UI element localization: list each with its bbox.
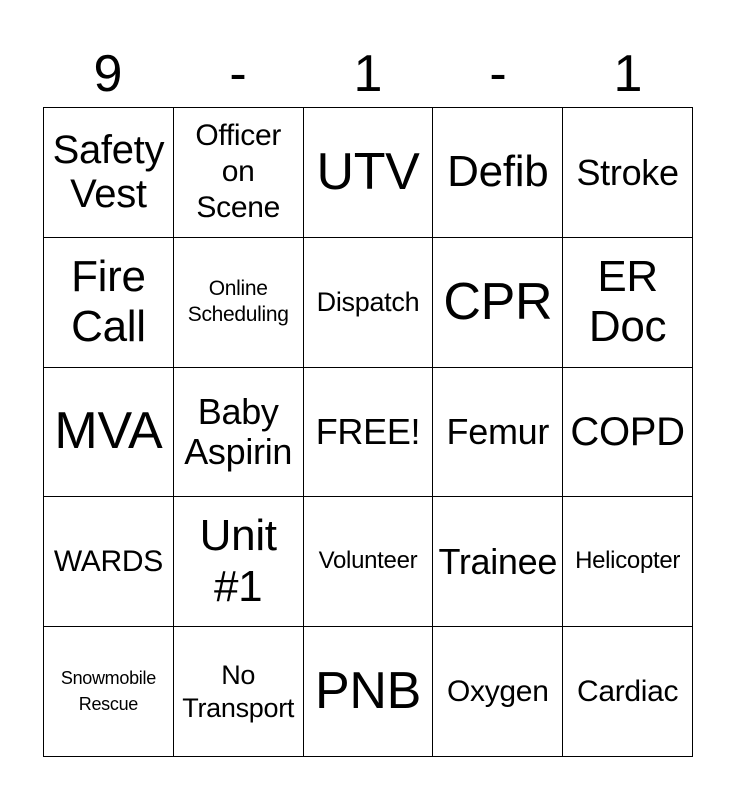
bingo-cell[interactable]: PNB (304, 627, 434, 757)
bingo-cell[interactable]: CPR (433, 238, 563, 368)
bingo-cell[interactable]: Unit #1 (174, 497, 304, 627)
bingo-board (43, 107, 693, 757)
bingo-cell[interactable]: Defib (433, 108, 563, 238)
bingo-cell[interactable]: Trainee (433, 497, 563, 627)
bingo-cell[interactable]: Baby Aspirin (174, 368, 304, 498)
bingo-cell[interactable]: Online Scheduling (174, 238, 304, 368)
bingo-cell[interactable]: Safety Vest (44, 108, 174, 238)
bingo-cell[interactable]: Femur (433, 368, 563, 498)
bingo-cell[interactable]: ER Doc (563, 238, 693, 368)
header-letter: - (229, 45, 247, 103)
bingo-cell[interactable]: COPD (563, 368, 693, 498)
bingo-cell[interactable]: Dispatch (304, 238, 434, 368)
bingo-cell[interactable]: Cardiac (563, 627, 693, 757)
bingo-header (43, 40, 693, 108)
bingo-cell[interactable]: Fire Call (44, 238, 174, 368)
header-letter: 1 (613, 45, 643, 103)
bingo-cell[interactable]: UTV (304, 108, 434, 238)
header-letter: - (489, 45, 507, 103)
bingo-cell[interactable]: Oxygen (433, 627, 563, 757)
bingo-cell[interactable]: Officer on Scene (174, 108, 304, 238)
bingo-cell[interactable]: Stroke (563, 108, 693, 238)
bingo-cell[interactable]: Snowmobile Rescue (44, 627, 174, 757)
bingo-cell[interactable]: Helicopter (563, 497, 693, 627)
bingo-cell[interactable]: No Transport (174, 627, 304, 757)
header-letter: 9 (93, 45, 123, 103)
header-letter: 1 (353, 45, 383, 103)
bingo-cell[interactable]: MVA (44, 368, 174, 498)
free-space-cell[interactable]: FREE! (304, 368, 434, 498)
bingo-cell[interactable]: WARDS (44, 497, 174, 627)
bingo-cell[interactable]: Volunteer (304, 497, 434, 627)
